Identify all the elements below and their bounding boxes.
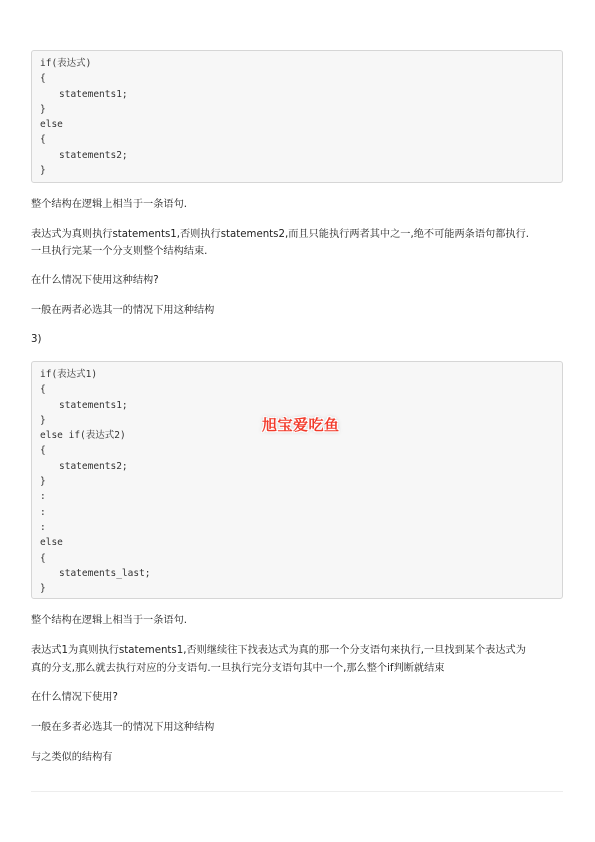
paragraph: 一般在多者必选其一的情况下用这种结构 <box>31 722 215 733</box>
paragraph: 在什么情况下使用这种结构? <box>31 275 159 286</box>
code-line: statements1; <box>59 399 128 411</box>
code-line: : <box>40 491 46 503</box>
paragraph: 一般在两者必选其一的情况下用这种结构 <box>31 305 215 316</box>
paragraph: 一旦执行完某一个分支则整个结构结束. <box>31 246 208 257</box>
code-line: : <box>40 521 46 533</box>
code-line: : <box>40 506 46 518</box>
paragraph: 真的分支,那么就去执行对应的分支语句.一旦执行完分支语句其中一个,那么整个if判断就结束 <box>31 663 445 674</box>
code-block-else-if <box>31 361 563 599</box>
paragraph: 表达式为真则执行statements1,否则执行statements2,而且只能执行两者其中之一,绝不可能两条语句都执行. <box>31 229 529 240</box>
section-number: 3) <box>31 334 42 345</box>
paragraph: 与之类似的结构有 <box>31 752 113 763</box>
code-line: } <box>40 165 46 177</box>
paragraph: 表达式1为真则执行statements1,否则继续往下找表达式为真的那一个分支语句来执行,一旦找到某个表达式为 <box>31 645 526 656</box>
code-line: { <box>40 384 46 396</box>
code-block-if-else <box>31 50 563 183</box>
code-line: } <box>40 414 46 426</box>
code-line: else if(表达式2) <box>40 430 126 442</box>
paragraph: 整个结构在逻辑上相当于一条语句. <box>31 615 188 626</box>
code-line: { <box>40 552 46 564</box>
code-line: statements_last; <box>59 567 151 579</box>
code-line: statements2; <box>59 460 128 472</box>
code-line: if(表达式) <box>40 58 92 69</box>
paragraph: 在什么情况下使用? <box>31 692 118 703</box>
code-line: } <box>40 476 46 488</box>
code-line: if(表达式1) <box>40 369 98 380</box>
watermark: 旭宝爱吃鱼 <box>262 416 340 434</box>
divider <box>31 791 563 792</box>
code-line: else <box>40 119 63 131</box>
code-line: statements2; <box>59 149 128 161</box>
code-line: { <box>40 134 46 146</box>
code-line: } <box>40 583 46 595</box>
code-line: { <box>40 73 46 85</box>
code-line: } <box>40 103 46 115</box>
paragraph: 整个结构在逻辑上相当于一条语句. <box>31 199 188 210</box>
code-line: else <box>40 537 63 549</box>
code-line: statements1; <box>59 88 128 100</box>
code-line: { <box>40 445 46 457</box>
